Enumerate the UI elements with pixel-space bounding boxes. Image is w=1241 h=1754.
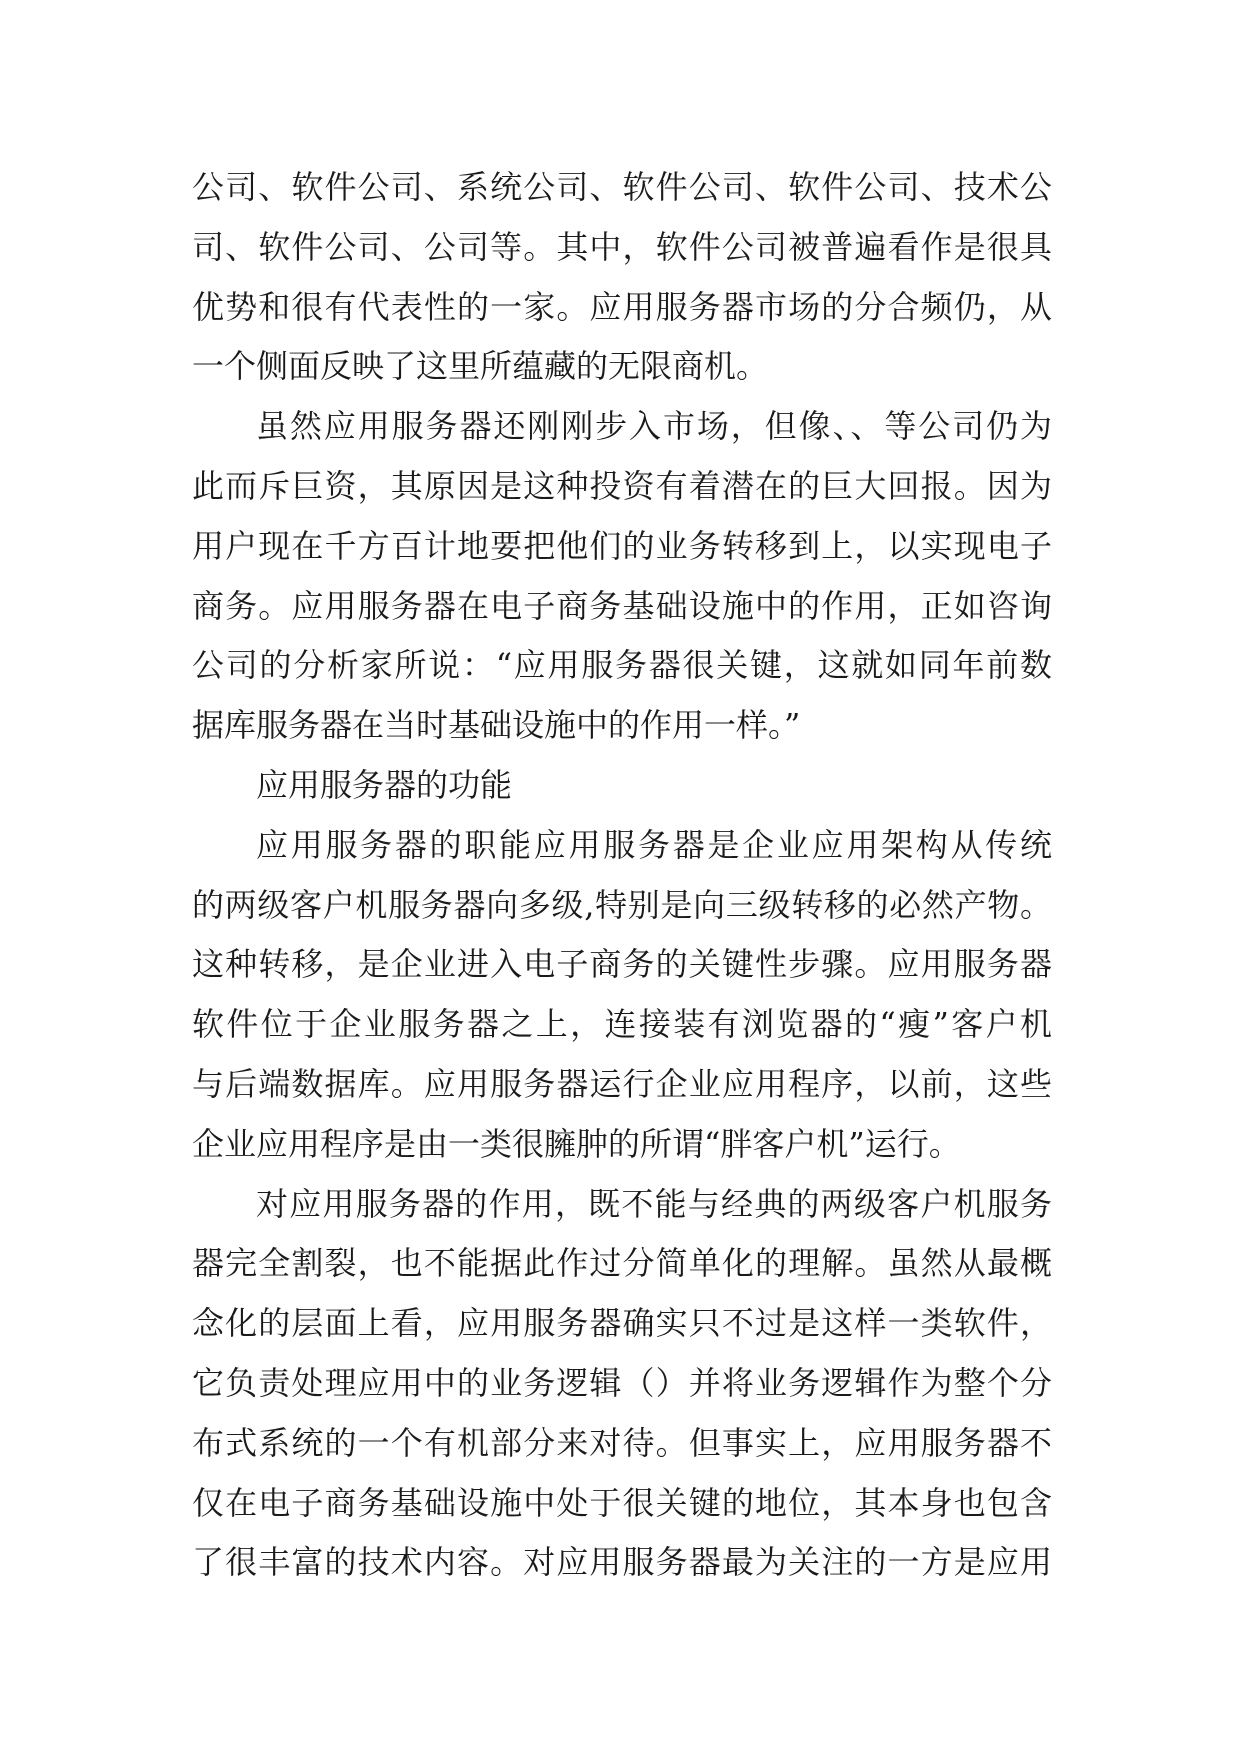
text-line: 仅在电子商务基础设施中处于很关键的地位，其本身也包含: [192, 1483, 1052, 1522]
text-line: 商务。应用服务器在电子商务基础设施中的作用，正如咨询: [192, 586, 1052, 625]
text-line: 此而斥巨资，其原因是这种投资有着潜在的巨大回报。因为: [192, 466, 1052, 505]
text-line: 这种转移，是企业进入电子商务的关键性步骤。应用服务器: [192, 945, 1052, 984]
paragraph: [192, 816, 1052, 1175]
text-line: 公司的分析家所说：“应用服务器很关键，这就如同年前数: [192, 646, 1052, 685]
text-line: 布式系统的一个有机部分来对待。但事实上，应用服务器不: [192, 1423, 1052, 1462]
text-line: 念化的层面上看，应用服务器确实只不过是这样一类软件，: [192, 1304, 1052, 1343]
paragraph: [192, 397, 1052, 756]
text-line: 用户现在千方百计地要把他们的业务转移到上，以实现电子: [192, 526, 1052, 565]
heading-text: 应用服务器的功能: [256, 765, 513, 804]
text-line: 应用服务器的职能应用服务器是企业应用架构从传统: [256, 825, 1052, 864]
text-line: 器完全割裂，也不能据此作过分简单化的理解。虽然从最概: [192, 1244, 1052, 1283]
paragraph: [192, 158, 1052, 397]
text-line: 司、软件公司、公司等。其中，软件公司被普遍看作是很具: [192, 227, 1052, 266]
text-line: 企业应用程序是由一类很臃肿的所谓“胖客户机”运行。: [192, 1124, 961, 1163]
text-line: 优势和很有代表性的一家。应用服务器市场的分合频仍，从: [192, 287, 1052, 326]
text-line: 的两级客户机服务器向多级,特别是向三级转移的必然产物。: [192, 885, 1052, 924]
paragraph: [192, 1175, 1052, 1594]
text-line: 公司、软件公司、系统公司、软件公司、软件公司、技术公: [192, 168, 1052, 206]
text-line: 一个侧面反映了这里所蕴藏的无限商机。: [192, 347, 769, 386]
text-line: 软件位于企业服务器之上，连接装有浏览器的“瘦”客户机: [192, 1005, 1052, 1044]
section-heading: [192, 756, 1052, 816]
body-text: [192, 158, 1052, 1593]
text-line: 与后端数据库。应用服务器运行企业应用程序，以前，这些: [192, 1064, 1052, 1103]
text-line: 据库服务器在当时基础设施中的作用一样。”: [192, 706, 801, 745]
text-line: 虽然应用服务器还刚刚步入市场，但像、、等公司仍为: [256, 407, 1052, 446]
text-line: 了很丰富的技术内容。对应用服务器最为关注的一方是应用: [192, 1543, 1052, 1582]
text-line: 对应用服务器的作用，既不能与经典的两级客户机服务: [256, 1184, 1052, 1223]
text-line: 它负责处理应用中的业务逻辑（）并将业务逻辑作为整个分: [192, 1363, 1052, 1402]
